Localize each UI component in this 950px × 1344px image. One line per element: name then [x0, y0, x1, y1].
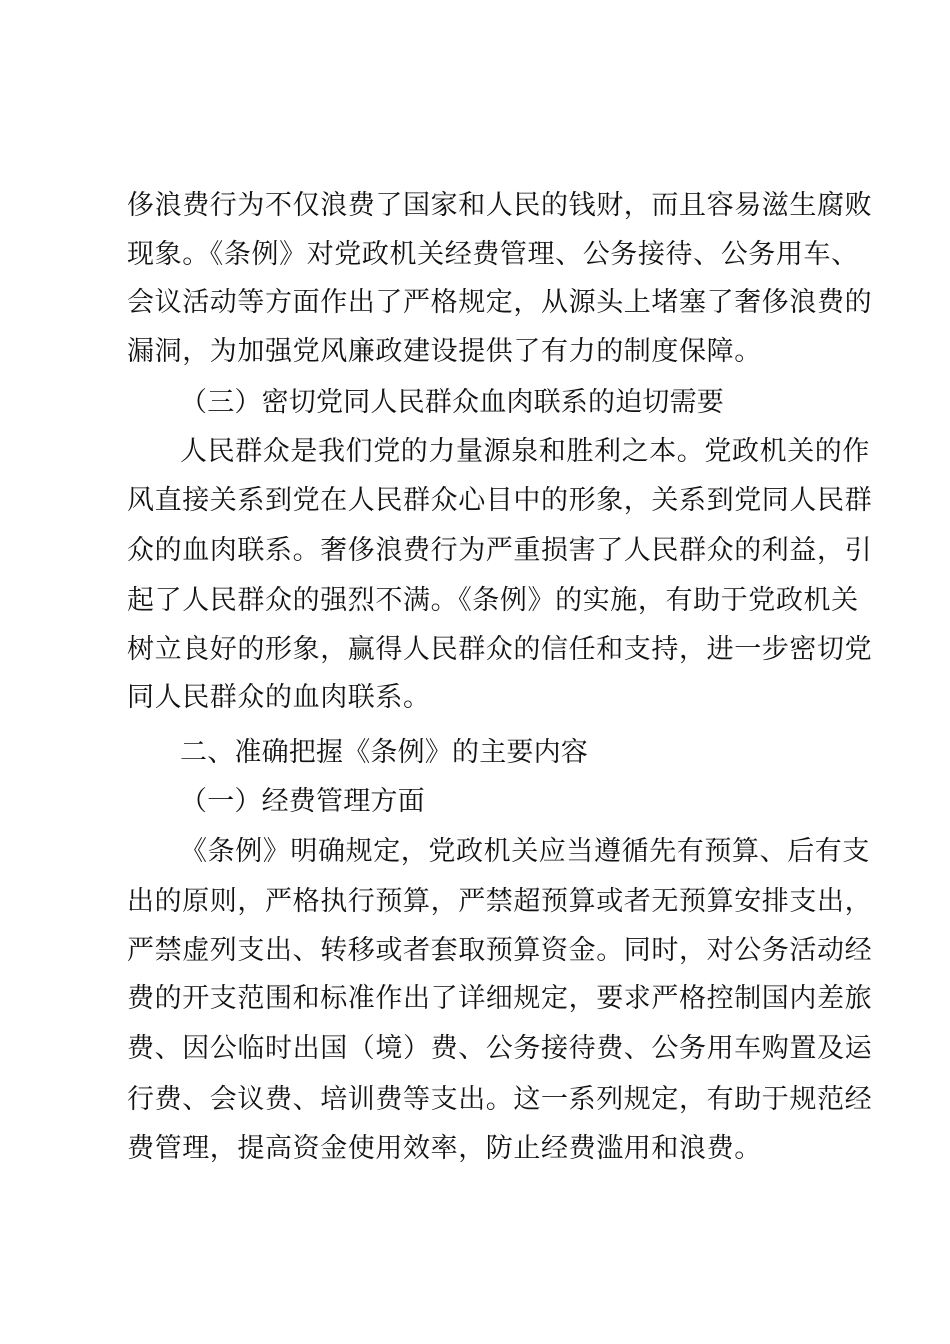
paragraph-line: 行费、会议费、培训费等支出。这一系列规定，有助于规范经 — [127, 1084, 873, 1115]
paragraph-line: 会议活动等方面作出了严格规定，从源头上堵塞了奢侈浪费的 — [127, 287, 873, 318]
paragraph-line: 风直接关系到党在人民群众心目中的形象，关系到党同人民群 — [127, 485, 873, 516]
paragraph-line: 同人民群众的血肉联系。 — [127, 682, 431, 713]
paragraph-line: 起了人民群众的强烈不满。《条例》的实施，有助于党政机关 — [127, 585, 859, 616]
paragraph-line: 《条例》明确规定，党政机关应当遵循先有预算、后有支 — [180, 836, 870, 867]
paragraph-line: 费、因公临时出国（境）费、公务接待费、公务用车购置及运 — [127, 1033, 873, 1064]
paragraph-line: 漏洞，为加强党风廉政建设提供了有力的制度保障。 — [127, 336, 762, 367]
paragraph-line: 人民群众是我们党的力量源泉和胜利之本。党政机关的作 — [180, 436, 870, 467]
paragraph-line: 严禁虚列支出、转移或者套取预算资金。同时，对公务活动经 — [127, 935, 873, 966]
paragraph-line: 侈浪费行为不仅浪费了国家和人民的钱财，而且容易滋生腐败 — [127, 190, 873, 221]
paragraph-line: 树立良好的形象，赢得人民群众的信任和支持，进一步密切党 — [127, 634, 873, 665]
paragraph-line: 现象。《条例》对党政机关经费管理、公务接待、公务用车、 — [127, 239, 859, 270]
paragraph-line: 出的原则，严格执行预算，严禁超预算或者无预算安排支出， — [127, 886, 873, 917]
paragraph-line: 众的血肉联系。奢侈浪费行为严重损害了人民群众的利益，引 — [127, 535, 873, 566]
paragraph-line: 费的开支范围和标准作出了详细规定，要求严格控制国内差旅 — [127, 983, 873, 1014]
chapter-heading: 二、准确把握《条例》的主要内容 — [180, 737, 588, 768]
section-heading: （三）密切党同人民群众血肉联系的迫切需要 — [180, 387, 724, 418]
section-heading: （一）经费管理方面 — [180, 786, 425, 817]
paragraph-line: 费管理，提高资金使用效率，防止经费滥用和浪费。 — [127, 1133, 762, 1164]
